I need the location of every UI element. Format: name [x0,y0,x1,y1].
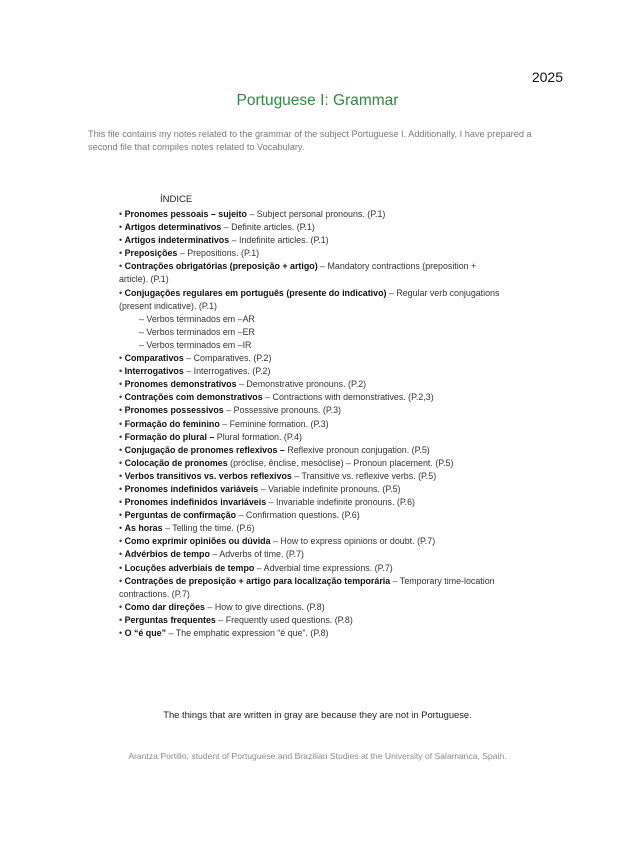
intro-period: . [301,142,305,152]
entry-title: Como dar direções [124,601,205,612]
entry-title: Pronomes pessoais – sujeito [124,209,247,219]
index-entry [119,247,504,260]
index-entry [119,470,504,483]
index-entry [119,391,504,404]
index-entry [119,260,504,286]
bullet: • [119,392,123,403]
index-entry [119,627,504,640]
entry-desc: – Temporary time-location contractions. (P.7) [119,575,495,599]
bullet: • [119,261,123,272]
index-entry [119,352,504,365]
bullet: • [119,497,123,508]
bullet: • [119,379,123,390]
entry-title: Formação do plural – [124,431,215,442]
entry-desc: – Variable indefinite pronouns. (P.5) [258,483,401,494]
entry-desc: – Contractions with demonstratives. (P.2,3) [262,392,434,403]
index-entry [119,575,504,601]
bullet: • [119,470,123,481]
bullet: • [119,418,123,429]
gray-text-note: The things that are written in gray are because they are not in Portuguese. [163,709,472,720]
index-subentry: – Verbos terminados em –ER [139,326,255,337]
index-entry [119,208,504,221]
bullet: • [119,248,123,259]
author-footer: Arantza Portillo, student of Portuguese and Brazilian Studies at the University of Salamanca, Spain. [128,751,507,761]
page-title: Portuguese I: Grammar [236,92,399,109]
bullet: • [119,444,123,455]
entry-desc: – Telling the time. (P.6) [162,523,255,534]
entry-desc: – Demonstrative pronouns. (P.2) [236,379,367,390]
bullet: • [119,457,123,468]
entry-title: Pronomes indefinidos variáveis [124,483,259,494]
intro-text: This file contains my notes related to the grammar of the subject Portuguese I. Additionally, I have prepared a second file that compiles notes related to [88,129,532,152]
entry-desc: – Confirmation questions. (P.6) [236,510,360,521]
index-subentry: – Verbos terminados em –IR [139,339,252,350]
entry-title: Como exprimir opiniões ou dúvida [124,536,271,547]
entry-title: Pronomes possessivos [124,405,224,416]
entry-title: Artigos determinativos [124,222,222,233]
entry-title: Comparativos [124,353,184,364]
index-entry [119,548,504,561]
vocabulary-link: Vocabulary [257,142,302,152]
entry-title: Colocação de pronomes [124,457,228,468]
bullet: • [119,523,123,534]
entry-title: Artigos indeterminativos [124,235,230,246]
index-entry [119,365,504,378]
index-entry [119,234,504,247]
year-label: 2025 [531,69,563,85]
bullet: • [119,366,123,377]
bullet: • [119,431,123,442]
entry-desc: – Adverbs of time. (P.7) [209,549,304,560]
bullet: • [119,510,123,521]
bullet: • [119,536,123,547]
index-entry [119,404,504,417]
entry-title: Formação do feminino [124,418,220,429]
entry-desc: – Mandatory contractions (preposition + article). (P.1) [119,261,477,285]
index-subentry: – Verbos terminados em –AR [139,313,255,324]
entry-title: Conjugações regulares em português (presente do indicativo) [124,287,387,298]
entry-title: Verbos transitivos vs. verbos reflexivos [124,470,292,481]
bullet: • [119,562,123,573]
index-entry [119,509,504,522]
entry-desc: – Possessive pronouns. (P.3) [223,405,341,416]
index-entry [119,535,504,548]
index-entry [119,418,504,431]
index-entry [119,431,504,444]
index-entry [119,601,504,614]
entry-desc: – Frequently used questions. (P.8) [215,614,353,625]
bullet: • [119,222,123,233]
entry-title: Contrações com demonstrativos [124,392,263,403]
entry-desc: – Definite articles. (P.1) [221,222,315,233]
index-entry [119,221,504,234]
entry-title: Perguntas de confirmação [124,510,237,521]
index-entry [119,457,504,470]
index-list [119,208,504,640]
entry-title: Pronomes demonstrativos [124,379,237,390]
entry-desc: – The emphatic expression “é que”. (P.8) [166,628,329,638]
entry-title: Interrogativos [124,366,184,377]
entry-desc: – How to give directions. (P.8) [204,601,325,612]
index-entry [119,496,504,509]
entry-desc: – How to express opinions or doubt. (P.7) [270,536,436,547]
index-entry [119,444,504,457]
bullet: • [119,601,123,612]
entry-desc: Reflexive pronoun conjugation. (P.5) [284,444,430,455]
entry-desc: – Adverbial time expressions. (P.7) [254,562,393,573]
entry-title: Conjugação de pronomes reflexivos – [124,444,285,455]
entry-title: O “é que” [124,628,167,638]
entry-desc: – Invariable indefinite pronouns. (P.6) [266,497,415,508]
entry-desc: – Prepositions. (P.1) [177,248,260,259]
entry-desc: – Regular verb conjugations (present indicative). (P.1) [119,287,500,311]
bullet: • [119,575,123,586]
bullet: • [119,287,123,298]
bullet: • [119,353,123,364]
index-entry [119,562,504,575]
entry-desc: (próclise, ênclise, mesóclise) – Pronoun placement. (P.5) [227,457,454,468]
intro-paragraph [88,128,543,154]
entry-desc: – Subject personal pronouns. (P.1) [246,209,386,219]
index-entry [119,483,504,496]
entry-title: Advérbios de tempo [124,549,210,560]
bullet: • [119,549,123,560]
entry-desc: – Transitive vs. reflexive verbs. (P.5) [291,470,437,481]
entry-desc: – Indefinite articles. (P.1) [229,235,329,246]
entry-desc: – Comparatives. (P.2) [183,353,272,364]
entry-desc: – Feminine formation. (P.3) [219,418,329,429]
entry-title: Preposições [124,248,178,259]
index-entry [119,378,504,391]
bullet: • [119,614,123,625]
index-entry [119,614,504,627]
entry-title: Contrações obrigatórias (preposição + artigo) [124,261,318,272]
entry-title: Contrações de preposição + artigo para localização temporária [124,575,391,586]
index-entry [119,287,504,313]
bullet: • [119,235,123,246]
entry-title: Perguntas frequentes [124,614,216,625]
index-heading: ÍNDICE [160,194,193,205]
entry-desc: Plural formation. (P.4) [214,431,302,442]
bullet: • [119,628,123,638]
bullet: • [119,405,123,416]
entry-title: Locuções adverbiais de tempo [124,562,255,573]
entry-desc: – Interrogatives. (P.2) [183,366,271,377]
entry-title: Pronomes indefinidos invariáveis [124,497,267,508]
entry-title: As horas [124,523,163,534]
bullet: • [119,209,123,219]
index-entry [119,522,504,535]
bullet: • [119,483,123,494]
